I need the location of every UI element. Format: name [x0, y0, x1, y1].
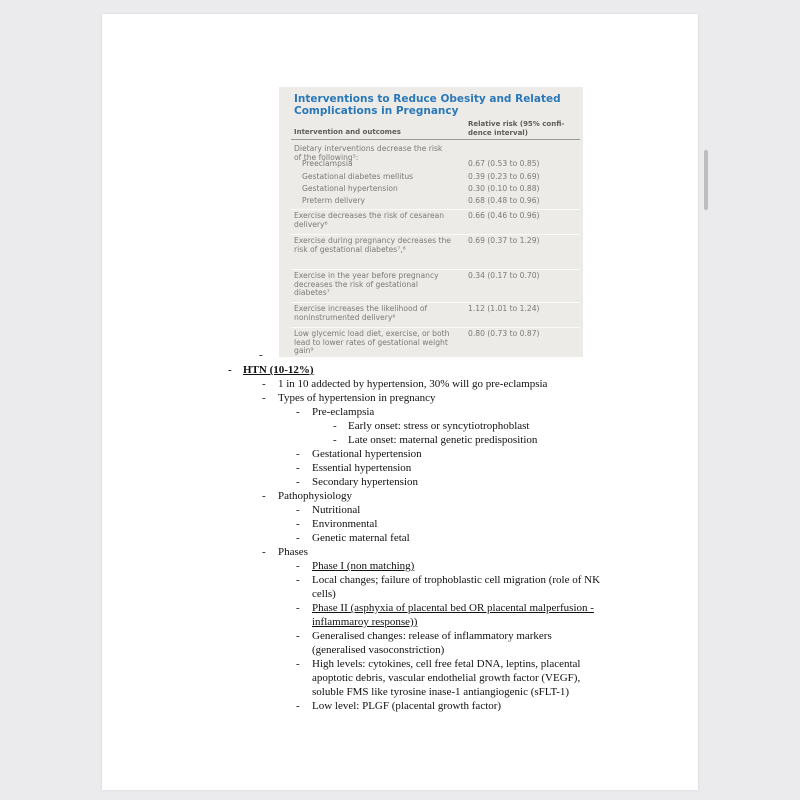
relative-risk-cell: 1.12 (1.01 to 1.24) — [468, 304, 540, 313]
relative-risk-cell: 0.67 (0.53 to 0.85) — [468, 159, 540, 168]
bullet-dash: - — [296, 406, 300, 418]
bullet-dash: - — [296, 518, 300, 530]
relative-risk-cell: 0.30 (0.10 to 0.88) — [468, 184, 540, 193]
scrollbar[interactable] — [704, 150, 708, 210]
section-heading: HTN (10-12%) — [243, 364, 314, 376]
note-item: Late onset: maternal genetic predisposition — [348, 434, 538, 446]
bullet-dash: - — [296, 448, 300, 460]
note-item: (generalised vasoconstriction) — [312, 644, 445, 656]
outcome-cell: Preterm delivery — [302, 196, 366, 205]
note-item: Generalised changes: release of inflammatory markers — [312, 630, 552, 642]
note-item: Secondary hypertension — [312, 476, 418, 488]
bullet-dash: - — [262, 546, 266, 558]
note-item: Low level: PLGF (placental growth factor) — [312, 700, 502, 712]
bullet-dash: - — [296, 574, 300, 586]
outcome-cell: Exercise during pregnancy decreases the risk of gestational diabetes⁷,⁸ — [294, 236, 451, 254]
note-item: Phase II (asphyxia of placental bed OR placental malperfusion - — [312, 602, 594, 614]
outcome-cell: Exercise increases the likelihood of noninstrumented delivery⁶ — [294, 304, 428, 322]
bullet-dash: - — [296, 462, 300, 474]
bullet-dash: - — [296, 630, 300, 642]
note-item: High levels: cytokines, cell free fetal DNA, leptins, placental — [312, 658, 581, 670]
note-item: Gestational hypertension — [312, 448, 422, 460]
note-item: Pathophysiology — [278, 490, 352, 502]
col-header-intervention: Intervention and outcomes — [294, 128, 401, 136]
bullet-dash: - — [262, 392, 266, 404]
bullet-dash: - — [262, 378, 266, 390]
note-item: apoptotic debris, vascular endothelial growth factor (VEGF), — [312, 672, 581, 684]
bullet-dash: - — [333, 434, 337, 446]
note-item: cells) — [312, 588, 336, 600]
bullet-dash: - — [296, 602, 300, 614]
bullet-dash: - — [296, 504, 300, 516]
relative-risk-cell: 0.39 (0.23 to 0.69) — [468, 172, 540, 181]
outcome-cell: Gestational diabetes mellitus — [302, 172, 414, 181]
row-divider — [291, 269, 580, 270]
row-divider — [291, 327, 580, 328]
bullet-dash: - — [296, 700, 300, 712]
bullet-dash: - — [296, 476, 300, 488]
relative-risk-cell: 0.68 (0.48 to 0.96) — [468, 196, 540, 205]
note-item: Phases — [278, 546, 308, 558]
note-item: Essential hypertension — [312, 462, 412, 474]
note-item: 1 in 10 addected by hypertension, 30% will go pre-eclampsia — [278, 378, 548, 390]
outcome-cell: Low glycemic load diet, exercise, or both lead to lower rates of gestational weight gain⁹ — [294, 329, 450, 356]
outcome-cell: Preeclampsia — [302, 159, 353, 168]
row-divider — [291, 209, 580, 210]
note-item: Environmental — [312, 518, 378, 530]
figure-title: Interventions to Reduce Obesity and Related Complications in Pregnancy — [294, 93, 561, 117]
header-rule — [291, 139, 580, 140]
relative-risk-cell: 0.69 (0.37 to 1.29) — [468, 236, 540, 245]
bullet-dash: - — [296, 532, 300, 544]
outcome-cell: Exercise decreases the risk of cesarean delivery⁶ — [294, 211, 445, 229]
note-item: Genetic maternal fetal — [312, 532, 410, 544]
note-item: Local changes; failure of trophoblastic cell migration (role of NK — [312, 574, 601, 586]
relative-risk-cell: 0.80 (0.73 to 0.87) — [468, 329, 540, 338]
note-item: soluble FMS like tyrosine inase-1 antiangiogenic (sFLT-1) — [312, 686, 570, 698]
outcome-cell: Dietary interventions decrease the risk of the following⁵: — [294, 144, 443, 162]
bullet-dash: - — [296, 658, 300, 670]
note-item: Pre-eclampsia — [312, 406, 375, 418]
bullet-dash: - — [333, 420, 337, 432]
bullet-dash: - — [228, 364, 232, 376]
relative-risk-cell: 0.34 (0.17 to 0.70) — [468, 271, 540, 280]
note-item: Phase I (non matching) — [312, 560, 415, 572]
note-item: Types of hypertension in pregnancy — [278, 392, 436, 404]
outcome-cell: Gestational hypertension — [302, 184, 398, 193]
note-item: inflammaroy response)) — [312, 616, 418, 628]
note-item: Early onset: stress or syncytiotrophoblast — [348, 420, 530, 432]
col-header-relative-risk: Relative risk (95% confi- dence interval) — [468, 120, 565, 137]
stray-bullet: - — [259, 349, 263, 361]
relative-risk-cell: 0.66 (0.46 to 0.96) — [468, 211, 540, 220]
bullet-dash: - — [262, 490, 266, 502]
bullet-dash: - — [296, 560, 300, 572]
outcome-cell: Exercise in the year before pregnancy decreases the risk of gestational diabetes⁷ — [294, 271, 439, 298]
row-divider — [291, 302, 580, 303]
note-item: Nutritional — [312, 504, 361, 516]
row-divider — [291, 234, 580, 235]
interventions-table-image — [279, 87, 583, 357]
